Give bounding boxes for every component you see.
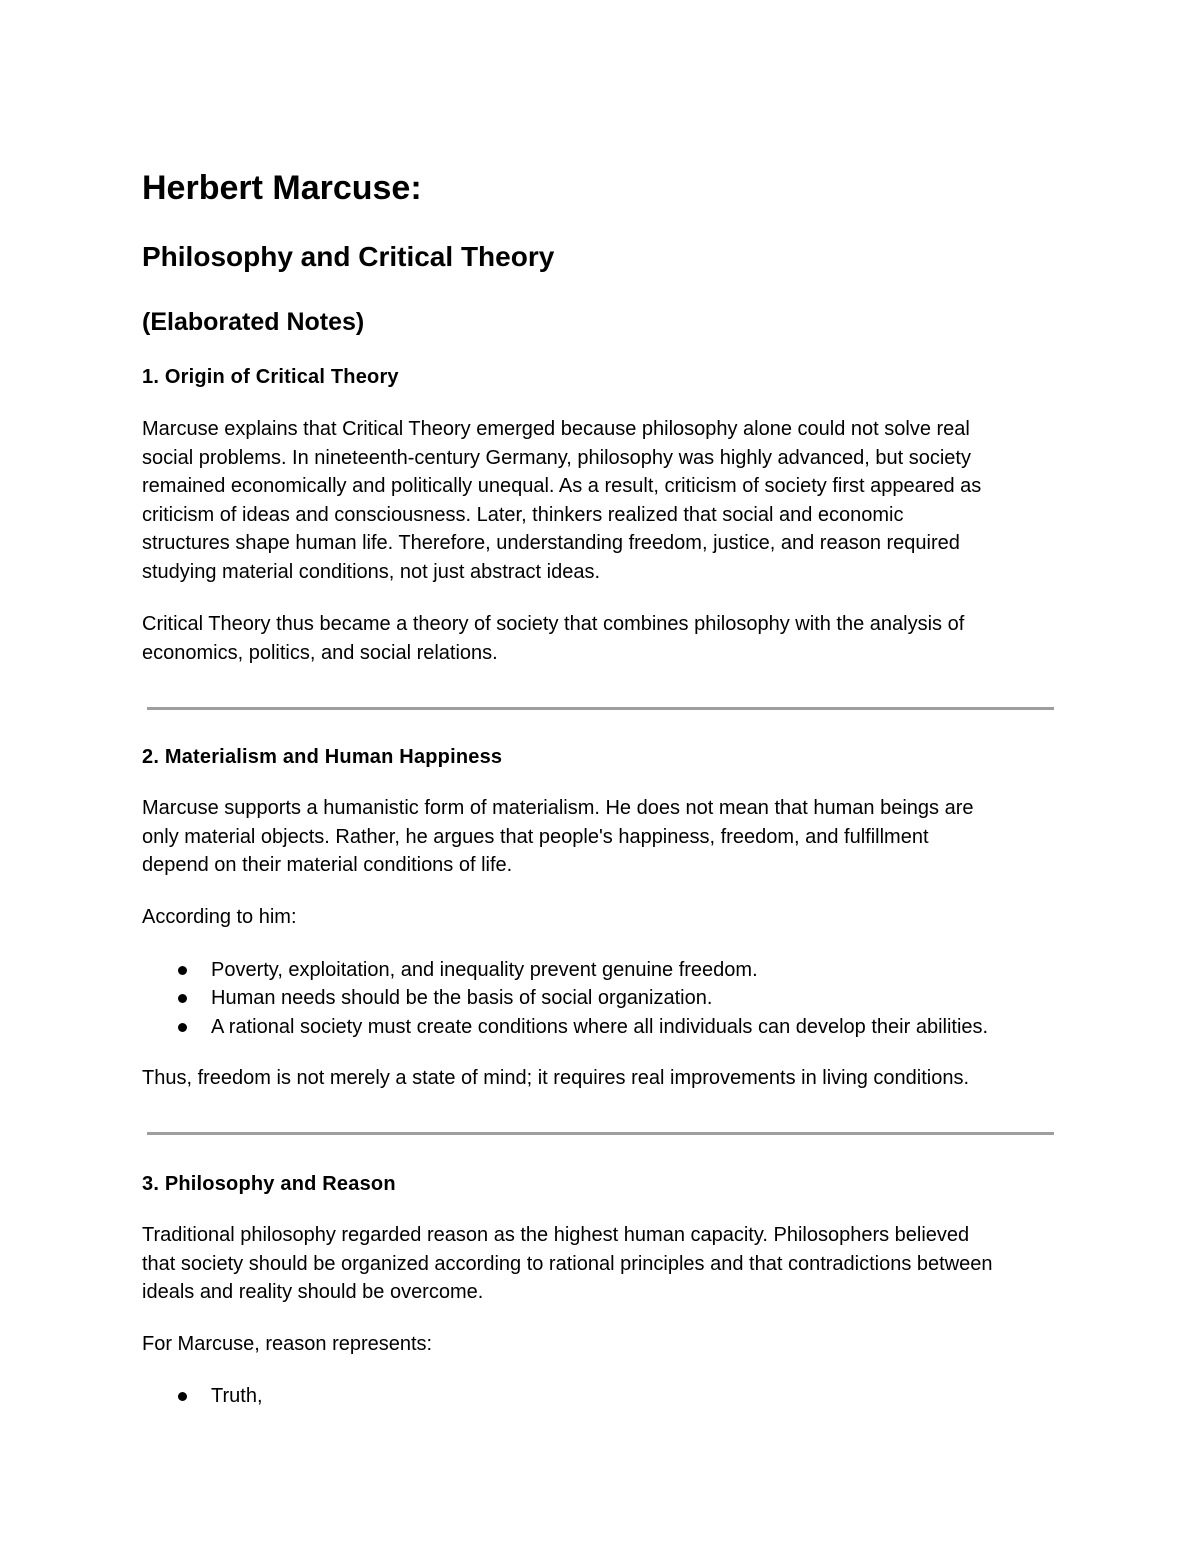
- text-line: depend on their material conditions of life.: [142, 854, 513, 877]
- section-heading-origin: 1. Origin of Critical Theory: [142, 366, 399, 388]
- bullet-list-materialism: [142, 956, 988, 1041]
- list-item: [142, 1382, 263, 1410]
- bullet-icon: [178, 994, 187, 1003]
- bullet-icon: [178, 1392, 187, 1401]
- section-divider: [147, 1132, 1054, 1135]
- list-item: [142, 956, 988, 984]
- paragraph-origin-1: [142, 415, 1072, 587]
- text-line: Thus, freedom is not merely a state of mind; it requires real improvements in living conditions.: [142, 1067, 970, 1089]
- text-line: Traditional philosophy regarded reason as the highest human capacity. Philosophers believed: [142, 1224, 970, 1246]
- text-line: economics, politics, and social relations.: [142, 641, 498, 664]
- document-title: Herbert Marcuse:: [142, 169, 422, 207]
- section-heading-reason: 3. Philosophy and Reason: [142, 1173, 396, 1195]
- list-item-text: Human needs should be the basis of social organization.: [211, 987, 713, 1010]
- list-item: [142, 984, 988, 1012]
- bullet-icon: [178, 1023, 187, 1032]
- text-line: According to him:: [142, 906, 297, 928]
- text-line: only material objects. Rather, he argues that people's happiness, freedom, and fulfillment: [142, 825, 929, 848]
- list-item-text: Poverty, exploitation, and inequality prevent genuine freedom.: [211, 959, 758, 981]
- paragraph-materialism-1: [142, 794, 1072, 880]
- text-line: structures shape human life. Therefore, understanding freedom, justice, and reason required: [142, 532, 960, 555]
- document-subtitle: Philosophy and Critical Theory: [142, 241, 555, 272]
- paragraph-origin-2: [142, 610, 1072, 667]
- text-line: Marcuse explains that Critical Theory emerged because philosophy alone could not solve real: [142, 418, 970, 440]
- text-line: that society should be organized according to rational principles and that contradictions between: [142, 1252, 993, 1275]
- section-divider: [147, 707, 1054, 710]
- text-line: criticism of ideas and consciousness. Later, thinkers realized that social and economic: [142, 503, 904, 526]
- text-line: ideals and reality should be overcome.: [142, 1281, 484, 1304]
- paragraph-materialism-2: [142, 903, 1072, 932]
- text-line: social problems. In nineteenth-century Germany, philosophy was highly advanced, but society: [142, 446, 971, 469]
- text-line: For Marcuse, reason represents:: [142, 1333, 433, 1355]
- paragraph-reason-2: [142, 1330, 1072, 1359]
- bullet-list-reason: [142, 1382, 263, 1410]
- list-item: [142, 1013, 988, 1041]
- text-line: studying material conditions, not just abstract ideas.: [142, 560, 601, 583]
- text-line: remained economically and politically unequal. As a result, criticism of society first appeared as: [142, 475, 982, 498]
- text-line: Critical Theory thus became a theory of society that combines philosophy with the analysis of: [142, 613, 965, 635]
- text-line: Marcuse supports a humanistic form of materialism. He does not mean that human beings are: [142, 797, 974, 819]
- bullet-icon: [178, 966, 187, 975]
- document-note: (Elaborated Notes): [142, 308, 365, 336]
- section-heading-materialism: 2. Materialism and Human Happiness: [142, 746, 503, 768]
- paragraph-reason-1: [142, 1221, 1072, 1307]
- paragraph-materialism-closing: [142, 1064, 1072, 1093]
- list-item-text: Truth,: [211, 1385, 263, 1407]
- list-item-text: A rational society must create conditions where all individuals can develop their abilities.: [211, 1015, 989, 1038]
